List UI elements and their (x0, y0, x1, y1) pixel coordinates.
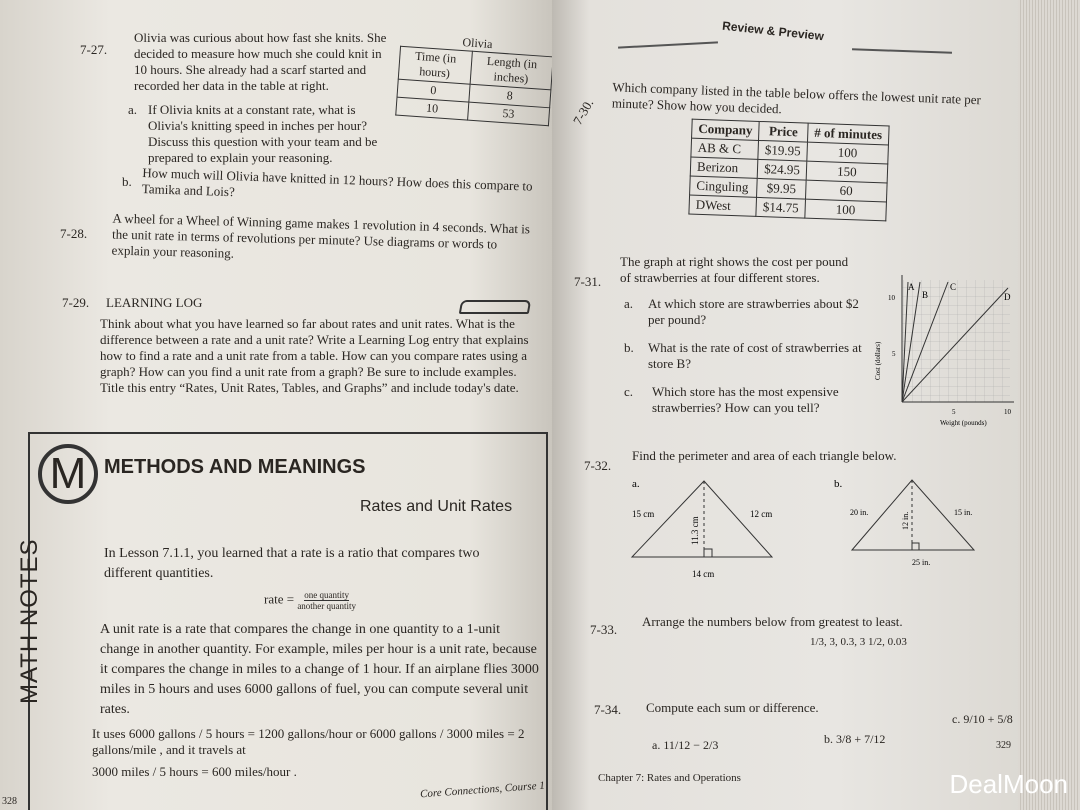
problem-text: Think about what you have learned so far about rates and unit rates. What is the difference between a rate and a unit rate? Write a Learning Log entry that explains how to find a rate and a unit rate from a table. How can you compare rates using a graph? How can you find a unit rate from a graph? Be sure to include examples. Title this entry “Rates, Unit Rates, Tables, and Graphs” and include today's date. (100, 316, 529, 395)
right-angle-mark (912, 543, 919, 550)
problem-text: A wheel for a Wheel of Winning game makes 1 revolution in 4 seconds. What is the unit rate in terms of revolutions per minute? Use diagrams or words to explain your reasoning. (111, 210, 531, 261)
triangles-figure (612, 475, 1012, 585)
table-cell: $19.95 (758, 140, 807, 161)
table-header: Company (692, 119, 760, 140)
side-label: 12 cm (750, 509, 773, 519)
rate-formula (264, 590, 356, 611)
expression: 3/8 + 7/12 (836, 732, 886, 746)
strawberry-cost-graph (868, 270, 1018, 430)
part-label: b. (624, 340, 634, 355)
table-cell: 100 (805, 199, 887, 221)
problem-text: Which company listed in the table below offers the lowest unit rate per minute? Show how you decided. (611, 79, 982, 117)
unit-rate-equation: 3000 miles / 5 hours = 600 miles/hour . (92, 764, 297, 779)
table-cell: $9.95 (757, 178, 806, 199)
part-label: a. (652, 738, 661, 752)
mm-paragraph: A unit rate is a rate that compares the change in one quantity to a 1-unit change in another quantity. For example, miles per hour is a unit rate, because it compares the change in miles to a change of 1 hour. If an airplane flies 3000 miles in 5 hours and uses 6000 gallons of fuel, you can compute several unit rates. (100, 622, 539, 717)
problem-text: Arrange the numbers below from greatest to least. (642, 614, 903, 629)
problem-text: Find the perimeter and area of each triangle below. (632, 448, 897, 463)
table-cell: DWest (689, 195, 757, 216)
watermark-logo: DealMoon (949, 769, 1068, 799)
problem-number: 7-30. (569, 96, 597, 128)
table-cell: 60 (805, 180, 887, 202)
side-label: 20 in. (850, 508, 869, 517)
height-label: 12 in. (901, 511, 910, 530)
table-cell: $14.75 (756, 197, 805, 218)
problem-number: 7-33. (590, 622, 618, 637)
mm-title: METHODS AND MEANINGS (104, 456, 366, 478)
page-number: 328 (2, 796, 17, 807)
height-label: 11.3 cm (690, 516, 700, 545)
unit-rate-equation: It uses 6000 gallons / 5 hours = 1200 gallons/hour or 6000 gallons / 3000 miles = 2 gallons/mile , and it travels at (92, 726, 525, 757)
part-label: b. (824, 732, 833, 746)
expression-a (652, 738, 718, 753)
table-header: Time (in hours) (398, 46, 472, 84)
table-cell: Cinguling (690, 176, 758, 197)
tick-label: 5 (952, 408, 956, 416)
table-title: Olivia (462, 35, 493, 52)
divider (852, 48, 952, 53)
problem-part-a: At which store are strawberries about $2 per pound? (648, 296, 859, 327)
page-footer: Core Connections, Course 1 (419, 779, 546, 801)
review-preview-banner: Review & Preview (721, 18, 825, 44)
right-page (552, 0, 1022, 810)
tick-label: 10 (1004, 408, 1011, 416)
divider (618, 41, 718, 48)
fraction-denominator: another quantity (297, 601, 357, 611)
expression-b (824, 732, 885, 747)
page-number: 329 (996, 740, 1011, 751)
book-icon (459, 300, 531, 314)
table-header: # of minutes (807, 123, 889, 145)
problem-text: The graph at right shows the cost per pound of strawberries at four different stores. (620, 254, 849, 285)
page-footer: Chapter 7: Rates and Operations (598, 772, 741, 784)
line-label: D (1004, 292, 1011, 302)
expression-c (952, 712, 1013, 727)
base-label: 14 cm (692, 569, 715, 579)
expression: 11/12 − 2/3 (663, 738, 719, 752)
problem-number: 7-29. (62, 295, 90, 310)
side-label: 15 cm (632, 509, 655, 519)
line-label: A (908, 282, 915, 292)
tick-label: 10 (888, 294, 895, 302)
part-label: c. (952, 712, 961, 726)
part-label: a. (632, 478, 640, 490)
mm-subtitle: Rates and Unit Rates (360, 498, 513, 515)
table-cell: 10 (396, 97, 469, 120)
company-table (688, 119, 889, 222)
problem-text: Olivia was curious about how fast she knits. She decided to measure how much she could knit in 10 hours. She already had a scarf started and recorded her data in the table at right. (134, 30, 387, 93)
learning-log-title: LEARNING LOG (106, 295, 203, 310)
triangle-a (632, 481, 772, 557)
problem-part-b: What is the rate of cost of strawberries at store B? (648, 340, 862, 371)
x-axis-label: Weight (pounds) (940, 419, 987, 427)
line-label: C (950, 282, 957, 292)
math-notes-label: MATH NOTES (16, 538, 43, 704)
problem-number: 7-27. (80, 42, 108, 57)
page-edges (1018, 0, 1080, 810)
problem-number: 7-32. (584, 458, 612, 473)
problem-number: 7-31. (574, 274, 602, 289)
fraction-numerator: one quantity (304, 590, 350, 600)
problem-part-a: If Olivia knits at a constant rate, what is Olivia's knitting speed in inches per hour? Discuss this question with your team and be prepared to explain your reasoning. (148, 102, 378, 165)
table-cell: AB & C (691, 138, 759, 159)
numbers-list: 1/3, 3, 0.3, 3 1/2, 0.03 (810, 636, 907, 648)
problem-text: Compute each sum or difference. (646, 700, 819, 715)
table-cell: 53 (467, 102, 549, 126)
problem-part-b: How much will Olivia have knitted in 12 hours? How does this compare to Tamika and Lois? (141, 165, 533, 200)
methods-and-meanings-box (16, 432, 548, 810)
line-label: B (922, 290, 929, 300)
problem-part-c: Which store has the most expensive strawberries? How can you tell? (652, 384, 839, 415)
table-cell: 8 (468, 84, 550, 108)
table-cell: 150 (806, 161, 888, 183)
part-label: b. (834, 478, 843, 490)
table-cell: $24.95 (757, 159, 806, 180)
y-axis-label: Cost (dollars) (874, 341, 882, 380)
problem-number: 7-34. (594, 702, 622, 717)
table-cell: Berizon (690, 157, 758, 178)
table-header: Price (759, 121, 808, 142)
base-label: 25 in. (912, 558, 931, 567)
graph-grid (902, 280, 1010, 402)
table-cell: 100 (807, 142, 889, 164)
rate-label: rate = (264, 591, 295, 607)
olivia-table (395, 31, 555, 127)
mm-paragraph: In Lesson 7.1.1, you learned that a rate is a ratio that compares two different quantities. (104, 546, 480, 581)
part-label: b. (122, 174, 132, 189)
part-label: c. (624, 384, 634, 399)
expression: 9/10 + 5/8 (963, 712, 1013, 726)
tick-label: 5 (892, 350, 896, 358)
part-label: a. (128, 102, 138, 117)
table-cell: 0 (397, 79, 470, 102)
table-header: Length (in inches) (470, 51, 553, 90)
side-label: 15 in. (954, 508, 973, 517)
right-angle-mark (704, 549, 712, 557)
magnifier-icon: M (38, 444, 98, 504)
part-label: a. (624, 296, 634, 311)
problem-number: 7-28. (60, 226, 88, 241)
